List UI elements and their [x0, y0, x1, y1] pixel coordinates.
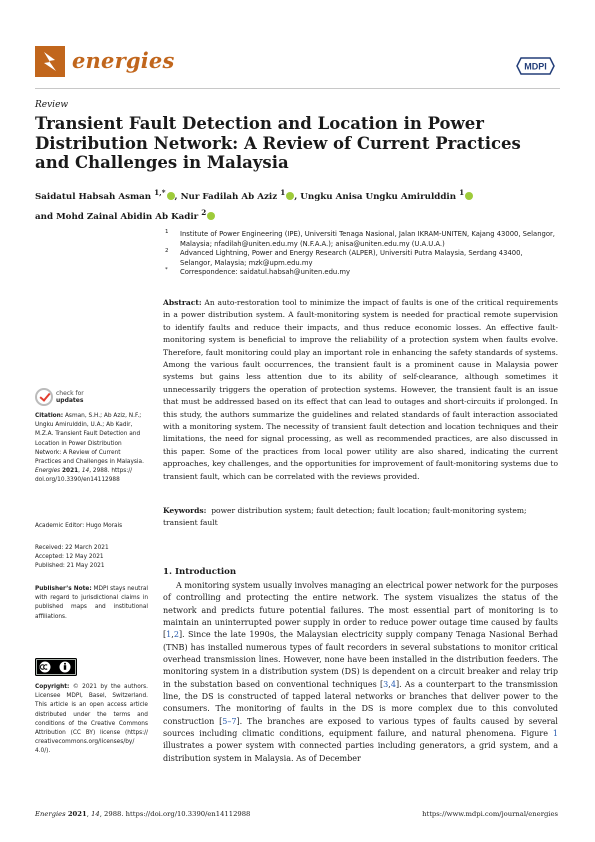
author-name[interactable]: Saidatul Habsah Asman [35, 191, 152, 202]
keywords-text: power distribution system; fault detection; fault location; fault-monitoring system; transient fault [163, 506, 527, 528]
mdpi-logo-text: MDPI [524, 61, 547, 72]
intro-text-segment: ]. As a counterpart to the transmission line, the DS is constructed of tapped lateral networks or branches that deliver power to the consumers. The monitoring of faults in the DS is more complex due to this convoluted construction [ [163, 679, 558, 726]
separator: , [174, 191, 178, 202]
check-updates-line2: updates [56, 397, 84, 404]
publisher-note [35, 585, 148, 622]
orcid-icon[interactable] [207, 212, 215, 220]
author-name[interactable]: Mohd Zainal Abidin Ab Kadir [56, 211, 199, 222]
affiliation-number: 2 [165, 248, 169, 254]
intro-text-segment: , [171, 630, 174, 640]
author-superscript: 1,* [154, 188, 166, 197]
published-date: Published: 21 May 2021 [35, 563, 105, 570]
introduction-body [163, 580, 558, 765]
article-dates [35, 544, 148, 572]
abstract-text: An auto-restoration tool to minimize the impact of faults is one of the critical requirements in a power distribution system. A fault-monitoring system is needed for practical remote supervision to identify faults and reduce their impacts, and thus reduce economic losses. An effective fault-monitoring system is beneficial to improve the reliability of a protection system when faults evolve. Therefore, fault monitoring could play an important role in enhancing the safety standards of systems. Among the various fault occurrences, the transient fault is a prominent cause in Malaysia power systems but gains less attention due to its ability of self-clearance, although sometimes it unnecessarily triggers the operation of protection systems. However, the transient fault is an issue that must be addressed based on its effect that can lead to outages and short-circuits if prolonged. In this study, the authors summarize the guidelines and related standards of fault interaction associated with a monitoring system. The necessity of transient fault detection and location techniques and their limitations, the need for signal processing, as well as recommended practices, are also discussed in this paper. Some of the practices from local power utility are also shared, indicating the current approaches, key challenges, and the opportunities for improvement of fault-monitoring systems due to transient fault, which can be correlated with the reviews provided. [163, 298, 558, 481]
check-updates-icon [35, 388, 53, 406]
section-heading: 1. Introduction [163, 567, 237, 577]
separator: and [35, 211, 54, 222]
affiliation-text: Correspondence: saidatul.habsah@uniten.edu.my [180, 268, 351, 276]
orcid-icon[interactable] [465, 192, 473, 200]
energies-logo-icon [35, 46, 65, 77]
journal-name: energies [72, 48, 175, 73]
footer-volume: 14 [91, 810, 100, 818]
footer-journal: Energies [35, 810, 66, 818]
author-superscript: 1 [459, 188, 465, 197]
footer-journal-url[interactable]: https://www.mdpi.com/journal/energies [422, 810, 558, 818]
cc-by-license-icon[interactable] [35, 658, 77, 676]
intro-text-segment: illustrates a power system with connected parties including generators, a grid system, and a distribution system in Malaysia. As of December [163, 741, 558, 763]
mdpi-logo-icon [515, 56, 556, 76]
orcid-icon[interactable] [167, 192, 175, 200]
affiliation-number: 1 [165, 229, 169, 235]
author-superscript: 1 [280, 188, 286, 197]
citation-label: Citation: [35, 413, 64, 419]
citation-text: Asman, S.H.; Ab Aziz, N.F.; Ungku Amirulddin, U.A.; Ab Kadir, M.Z.A. Transient Fault Detection and Location in Power Distribution Network: A Review of Current Practices and Challenges in Malaysia. [35, 413, 144, 466]
citation-year: 2021 [62, 468, 79, 475]
publisher-note-text: MDPI stays neutral with regard to jurisdictional claims in published maps and institutional affiliations. [35, 586, 148, 620]
citation-link[interactable]: 2 [173, 630, 179, 640]
citation-link[interactable]: 1 [166, 630, 172, 640]
publisher-note-label: Publisher’s Note: [35, 586, 92, 592]
citation-block: Citation: Asman, S.H.; Ab Aziz, N.F.; Ungku Amirulddin, U.A.; Ab Kadir, M.Z.A. Transient Fault Detection and Location in Power Distribution Network: A Review of Current Practices and Challenges in Malaysia. Energies 2021, 14, 2988. https:// doi.org/10.3390/en14112988 [35, 413, 144, 484]
intro-text-segment: , [388, 679, 391, 689]
check-for-updates-button[interactable] [35, 388, 95, 414]
figure-link[interactable]: 1 [552, 729, 558, 739]
affiliation-item [162, 249, 557, 268]
intro-text-segment: A monitoring system usually involves managing an electrical power network for the purposes of controlling and protecting the entire network. The system visualizes the status of the network and predicts future potential failures. The most essential part of monitoring is to maintain an uninterrupted power supply in order to reduce power outage time caused by faults [ [163, 581, 558, 640]
citation-pages: , 2988. https:// [89, 468, 133, 475]
citation-link[interactable]: 4 [390, 679, 396, 689]
author-superscript: 2 [201, 207, 207, 217]
keywords [163, 505, 558, 530]
citation-link[interactable]: 3 [383, 679, 389, 689]
check-updates-line1: check for [56, 390, 84, 397]
footer-citation: Energies 2021, 14, 2988. https://doi.org/10.3390/en14112988 [35, 810, 251, 818]
keywords-label: Keywords: [163, 506, 207, 515]
affiliation-item [162, 268, 557, 278]
accepted-date: Accepted: 12 May 2021 [35, 554, 104, 561]
citation-link[interactable]: 5–7 [222, 716, 237, 726]
affiliation-item [162, 230, 557, 249]
abstract [163, 297, 558, 483]
article-title: Transient Fault Detection and Location in Power Distribution Network: A Review of Current Practices and Challenges in Malaysia [35, 114, 521, 172]
affiliation-number: * [165, 267, 168, 273]
author-list [35, 185, 560, 225]
intro-text-segment: ]. Since the late 1990s, the Malaysian electricity supply company Tenaga Nasional Berhad (TNB) has installed numerous types of fault recorders in several substations to monitor critical overhead transmission lines. However, none have been installed in the distribution feeders. The monitoring system in a distribution system (DS) is dependent on a circuit breaker and relay trip in the substation based on conventional techniques [ [163, 630, 558, 689]
intro-text-segment: ]. The branches are exposed to various types of faults caused by several sources including climatic conditions, equipment failure, and natural phenomena. Figure [163, 716, 558, 739]
footer-doi[interactable]: , 2988. https://doi.org/10.3390/en14112988 [99, 810, 251, 818]
citation-volume: 14 [81, 468, 90, 475]
author-name[interactable]: Nur Fadilah Ab Aziz [180, 191, 278, 202]
article-type: Review [35, 100, 69, 110]
citation-journal: Energies [35, 468, 61, 475]
check-updates-label [56, 390, 84, 404]
footer-year: 2021 [67, 810, 87, 818]
separator: , [294, 191, 298, 202]
citation-doi-link[interactable]: doi.org/10.3390/en14112988 [35, 477, 120, 484]
header-rule [35, 88, 560, 89]
affiliation-text: Advanced Lightning, Power and Energy Research (ALPER), Universiti Putra Malaysia, Serdang 43400, Selangor, Malaysia; mzk@upm.edu.my [180, 249, 523, 267]
academic-editor: Academic Editor: Hugo Morais [35, 523, 123, 529]
received-date: Received: 22 March 2021 [35, 545, 109, 551]
copyright-notice [35, 683, 148, 757]
abstract-label: Abstract: [163, 298, 202, 307]
author-name[interactable]: Ungku Anisa Ungku Amirulddin [300, 191, 457, 202]
affiliations [162, 230, 557, 278]
affiliation-text: Institute of Power Engineering (IPE), Universiti Tenaga Nasional, Jalan IKRAM-UNITEN, Kajang 43000, Selangor, Malaysia; nfadilah@uniten.edu.my (N.F.A.A.); anisa@uniten.edu.my (U.A.U.A.) [180, 230, 555, 248]
introduction-paragraph [163, 580, 558, 765]
copyright-text: © 2021 by the authors. Licensee MDPI, Basel, Switzerland. This article is an open access article distributed under the terms and conditions of the Creative Commons Attribution (CC BY) license (https:// creativecommons.org/licenses/by/ 4.0/). [35, 684, 149, 755]
copyright-label: Copyright: [35, 684, 70, 690]
